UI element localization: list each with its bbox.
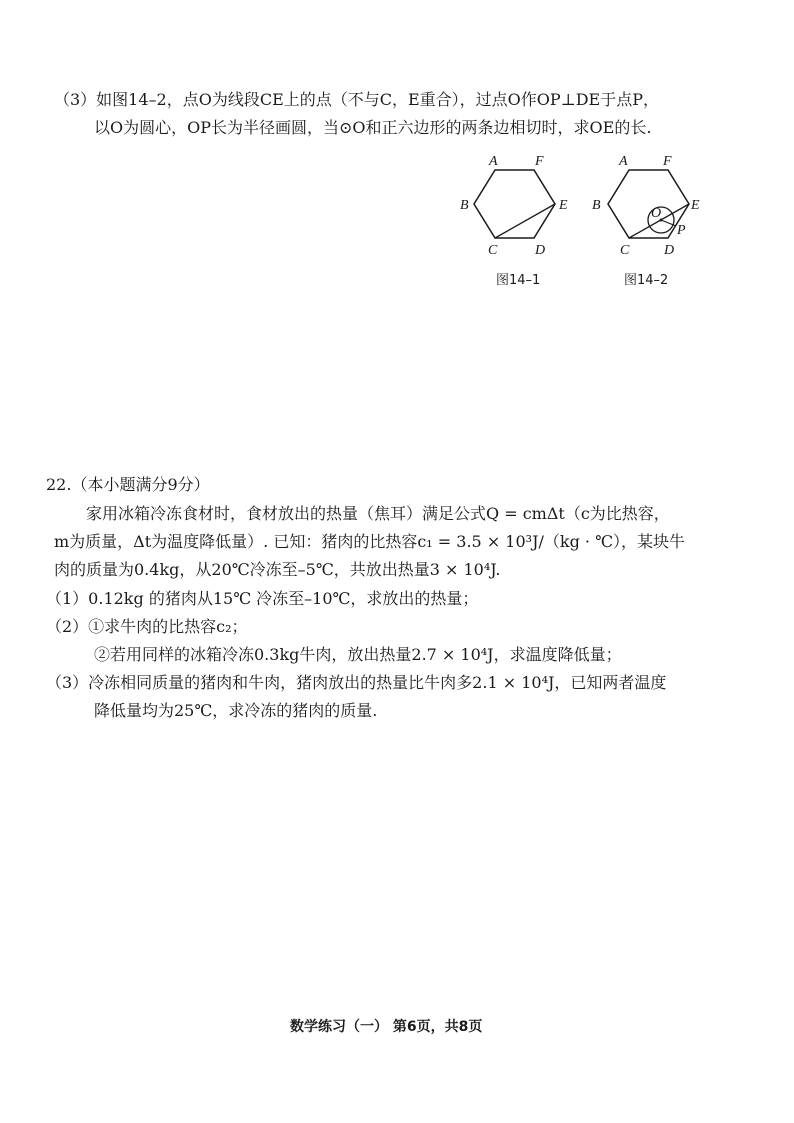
label-a: A (619, 154, 628, 169)
label-p: P (677, 223, 686, 238)
q22-part3-line2: 降低量均为25℃，求冷冻的猪肉的质量. (94, 701, 378, 720)
figure-14-2 (589, 150, 719, 265)
label-f: F (663, 154, 672, 169)
label-e: E (559, 198, 568, 213)
label-e: E (691, 198, 700, 213)
q21-part3-line2: 以O为圆心，OP长为半径画圆，当⊙O和正六边形的两条边相切时，求OE的长. (94, 118, 652, 137)
label-f: F (535, 154, 544, 169)
figure-14-1 (455, 150, 585, 265)
figure-14-2-caption: 图14–2 (624, 273, 669, 288)
q22-part2b: ②若用同样的冰箱冷冻0.3kg牛肉，放出热量2.7 × 10⁴J，求温度降低量； (94, 645, 622, 664)
q22-part3-line1: （3）冷冻相同质量的猪肉和牛肉，猪肉放出的热量比牛肉多2.1 × 10⁴J，已知两者温度 (46, 673, 667, 692)
page-footer: 数学练习（一） 第6页，共8页 (290, 1019, 483, 1035)
figure-14-1-caption: 图14–1 (496, 273, 541, 288)
label-b: B (460, 198, 469, 213)
hexagon-abcdef (474, 170, 555, 238)
q22-intro-line1: 家用冰箱冷冻食材时，食材放出的热量（焦耳）满足公式Q = cmΔt（c为比热容， (86, 504, 670, 523)
label-o: O (651, 206, 662, 221)
q21-part3-line1: （3）如图14–2，点O为线段CE上的点（不与C，E重合），过点O作OP⊥DE于点P， (54, 90, 660, 109)
label-c: C (488, 243, 498, 258)
q22-intro-line2: m为质量，Δt为温度降低量）. 已知：猪肉的比热容c₁ = 3.5 × 10³J/（kg · ℃），某块牛 (54, 532, 685, 551)
q22-title: 22.（本小题满分9分） (46, 475, 210, 494)
label-d: D (535, 243, 546, 258)
segment-ce (495, 204, 555, 238)
q22-part2a: （2）①求牛肉的比热容c₂； (46, 617, 248, 636)
label-b: B (592, 198, 601, 213)
q22-part1: （1）0.12kg 的猪肉从15℃ 冷冻至–10℃，求放出的热量； (46, 589, 479, 608)
q22-intro-line3: 肉的质量为0.4kg，从20℃冷冻至–5℃，共放出热量3 × 10⁴J. (54, 560, 501, 579)
label-d: D (664, 243, 675, 258)
label-a: A (489, 154, 498, 169)
label-c: C (620, 243, 630, 258)
